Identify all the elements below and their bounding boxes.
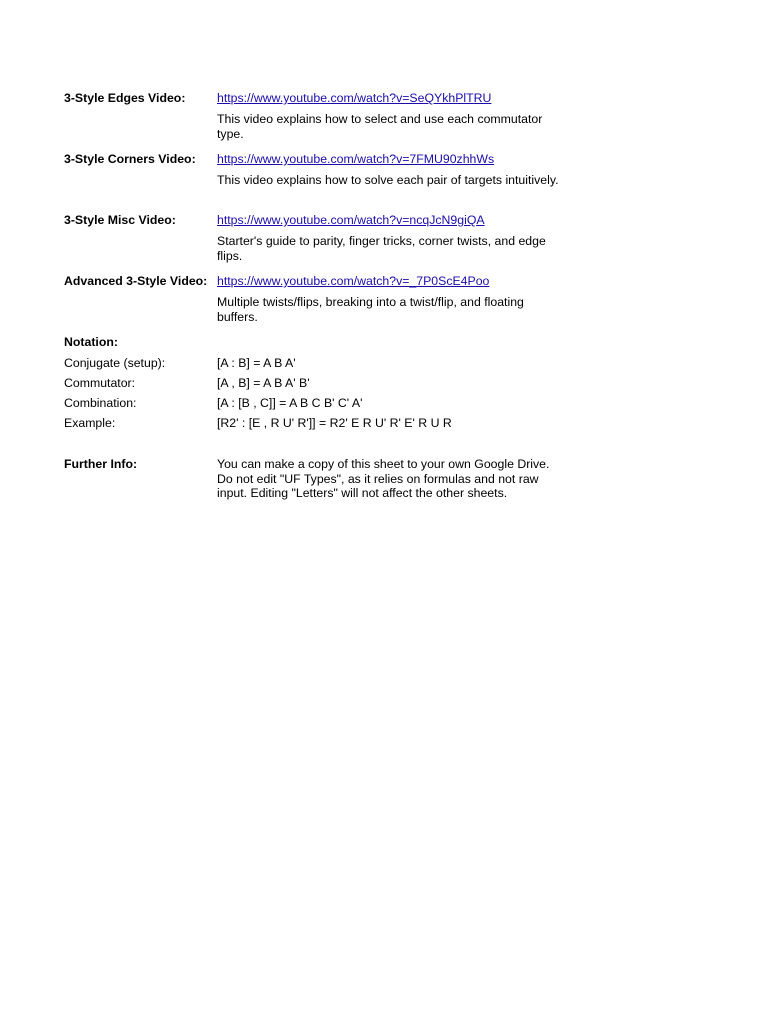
further-info-text: You can make a copy of this sheet to your own Google Drive. Do not edit "UF Types", as it relies on formulas and not raw input. Editing "Letters" will not affect the other sheets. [217, 457, 550, 500]
notation-value: [A : [B , C]] = A B C B' C' A' [217, 396, 363, 410]
notation-row [64, 396, 584, 412]
video-link[interactable]: https://www.youtube.com/watch?v=_7P0ScE4Poo [217, 274, 490, 288]
notation-label: Example: [64, 416, 116, 430]
notation-label: Combination: [64, 396, 137, 410]
video-label: Advanced 3-Style Video: [64, 274, 208, 288]
video-description: This video explains how to select and use each commutator type. [217, 112, 543, 141]
notation-value: [A : B] = A B A' [217, 356, 296, 370]
video-label: 3-Style Edges Video: [64, 91, 186, 105]
video-description: Starter's guide to parity, finger tricks, corner twists, and edge flips. [217, 234, 546, 263]
video-label: 3-Style Corners Video: [64, 152, 196, 166]
video-label: 3-Style Misc Video: [64, 213, 176, 227]
video-row-corners [64, 152, 584, 202]
further-info-row [64, 457, 584, 507]
notation-label: Conjugate (setup): [64, 356, 166, 370]
notation-label: Commutator: [64, 376, 136, 390]
notation-row [64, 416, 584, 432]
notation-heading: Notation: [64, 335, 118, 349]
video-link[interactable]: https://www.youtube.com/watch?v=SeQYkhPlTRU [217, 91, 492, 105]
notation-row [64, 376, 584, 392]
notation-row [64, 356, 584, 372]
video-row-edges [64, 91, 584, 141]
video-description: This video explains how to solve each pair of targets intuitively. [217, 173, 559, 187]
video-link[interactable]: https://www.youtube.com/watch?v=ncqJcN9giQA [217, 213, 485, 227]
video-link[interactable]: https://www.youtube.com/watch?v=7FMU90zhhWs [217, 152, 495, 166]
video-description: Multiple twists/flips, breaking into a twist/flip, and floating buffers. [217, 295, 524, 324]
notation-value: [R2' : [E , R U' R']] = R2' E R U' R' E' R U R [217, 416, 452, 430]
notation-value: [A , B] = A B A' B' [217, 376, 310, 390]
notation-heading-row [64, 335, 584, 351]
further-info-label: Further Info: [64, 457, 138, 471]
video-row-misc [64, 213, 584, 263]
video-row-advanced [64, 274, 584, 324]
